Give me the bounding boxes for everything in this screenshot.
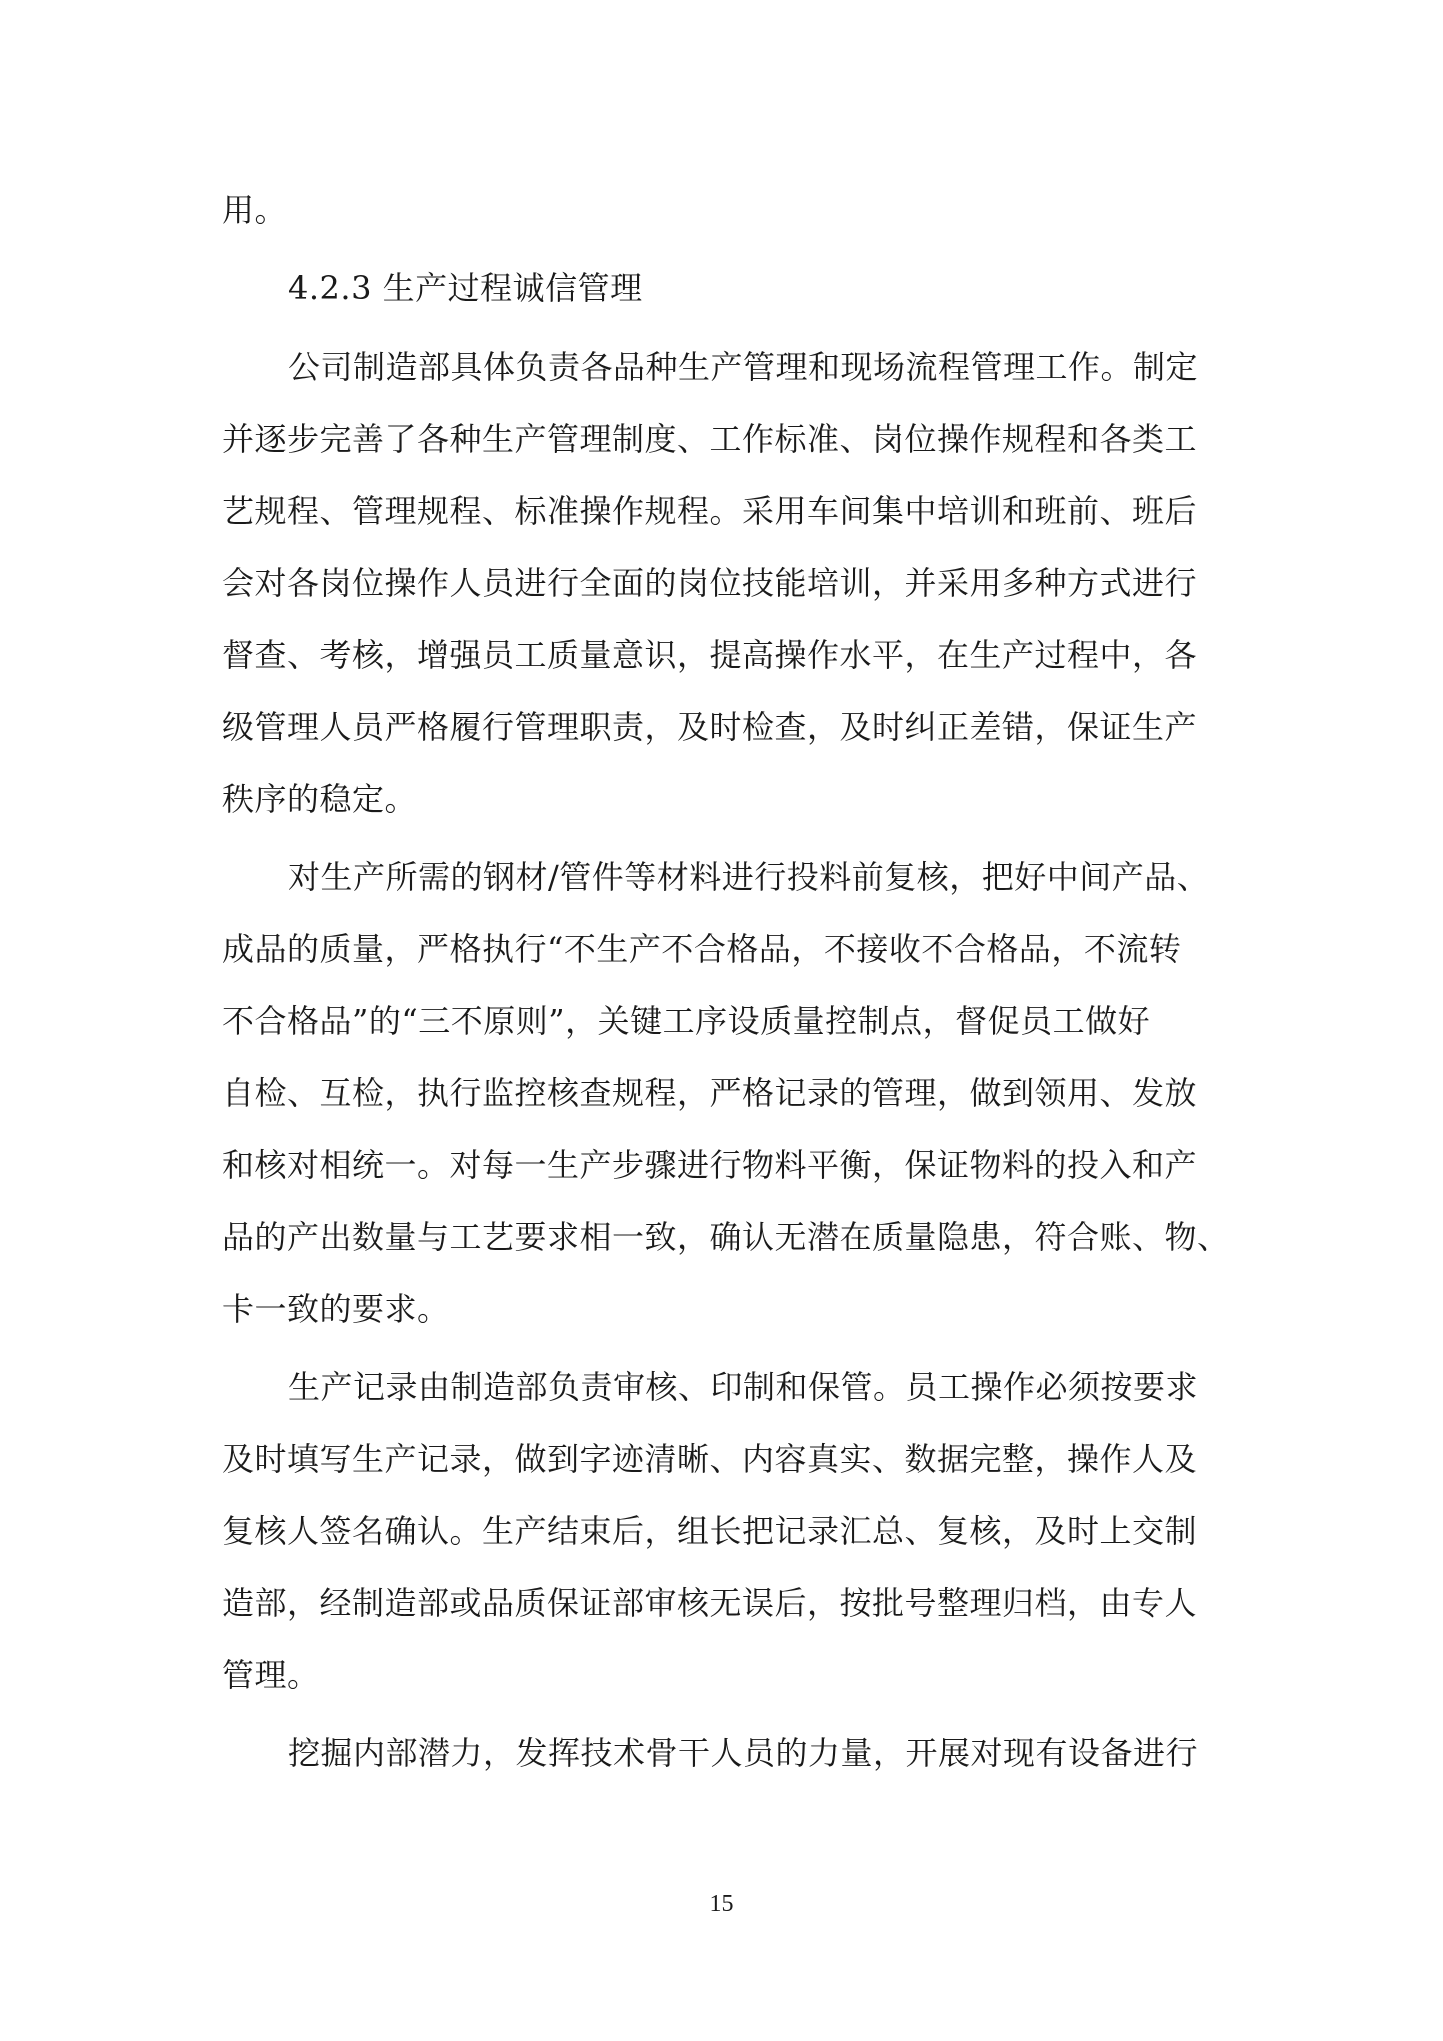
text-line: 生产记录由制造部负责审核、印制和保管。员工操作必须按要求 [288, 1368, 1199, 1406]
text-line: 造部，经制造部或品质保证部审核无误后，按批号整理归档，由专人 [222, 1584, 1198, 1622]
text-line: 会对各岗位操作人员进行全面的岗位技能培训，并采用多种方式进行 [222, 564, 1198, 602]
text-line: 级管理人员严格履行管理职责，及时检查，及时纠正差错，保证生产 [222, 708, 1198, 746]
text-line: 自检、互检，执行监控核查规程，严格记录的管理，做到领用、发放 [222, 1074, 1198, 1112]
text-line: 用。 [222, 191, 288, 229]
text-line: 并逐步完善了各种生产管理制度、工作标准、岗位操作规程和各类工 [222, 420, 1198, 458]
text-line: 秩序的稳定。 [222, 780, 418, 818]
text-line: 管理。 [222, 1656, 320, 1694]
text-line: 对生产所需的钢材/管件等材料进行投料前复核，把好中间产品、 [288, 858, 1210, 896]
page-number: 15 [709, 1891, 734, 1917]
text-line: 公司制造部具体负责各品种生产管理和现场流程管理工作。制定 [288, 348, 1199, 386]
text-line: 挖掘内部潜力，发挥技术骨干人员的力量，开展对现有设备进行 [288, 1734, 1199, 1772]
text-line: 和核对相统一。对每一生产步骤进行物料平衡，保证物料的投入和产 [222, 1146, 1198, 1184]
text-line: 复核人签名确认。生产结束后，组长把记录汇总、复核，及时上交制 [222, 1512, 1198, 1550]
text-line: 督查、考核，增强员工质量意识，提高操作水平，在生产过程中，各 [222, 636, 1198, 674]
text-line: 卡一致的要求。 [222, 1290, 450, 1328]
section-heading: 4.2.3 生产过程诚信管理 [288, 269, 643, 307]
text-line: 艺规程、管理规程、标准操作规程。采用车间集中培训和班前、班后 [222, 492, 1198, 530]
text-line: 及时填写生产记录，做到字迹清晰、内容真实、数据完整，操作人及 [222, 1440, 1198, 1478]
text-line: 品的产出数量与工艺要求相一致，确认无潜在质量隐患，符合账、物、 [222, 1218, 1230, 1256]
text-line: 不合格品”的“三不原则”，关键工序设质量控制点，督促员工做好 [222, 1002, 1151, 1040]
text-line: 成品的质量，严格执行“不生产不合格品，不接收不合格品，不流转 [222, 930, 1182, 968]
